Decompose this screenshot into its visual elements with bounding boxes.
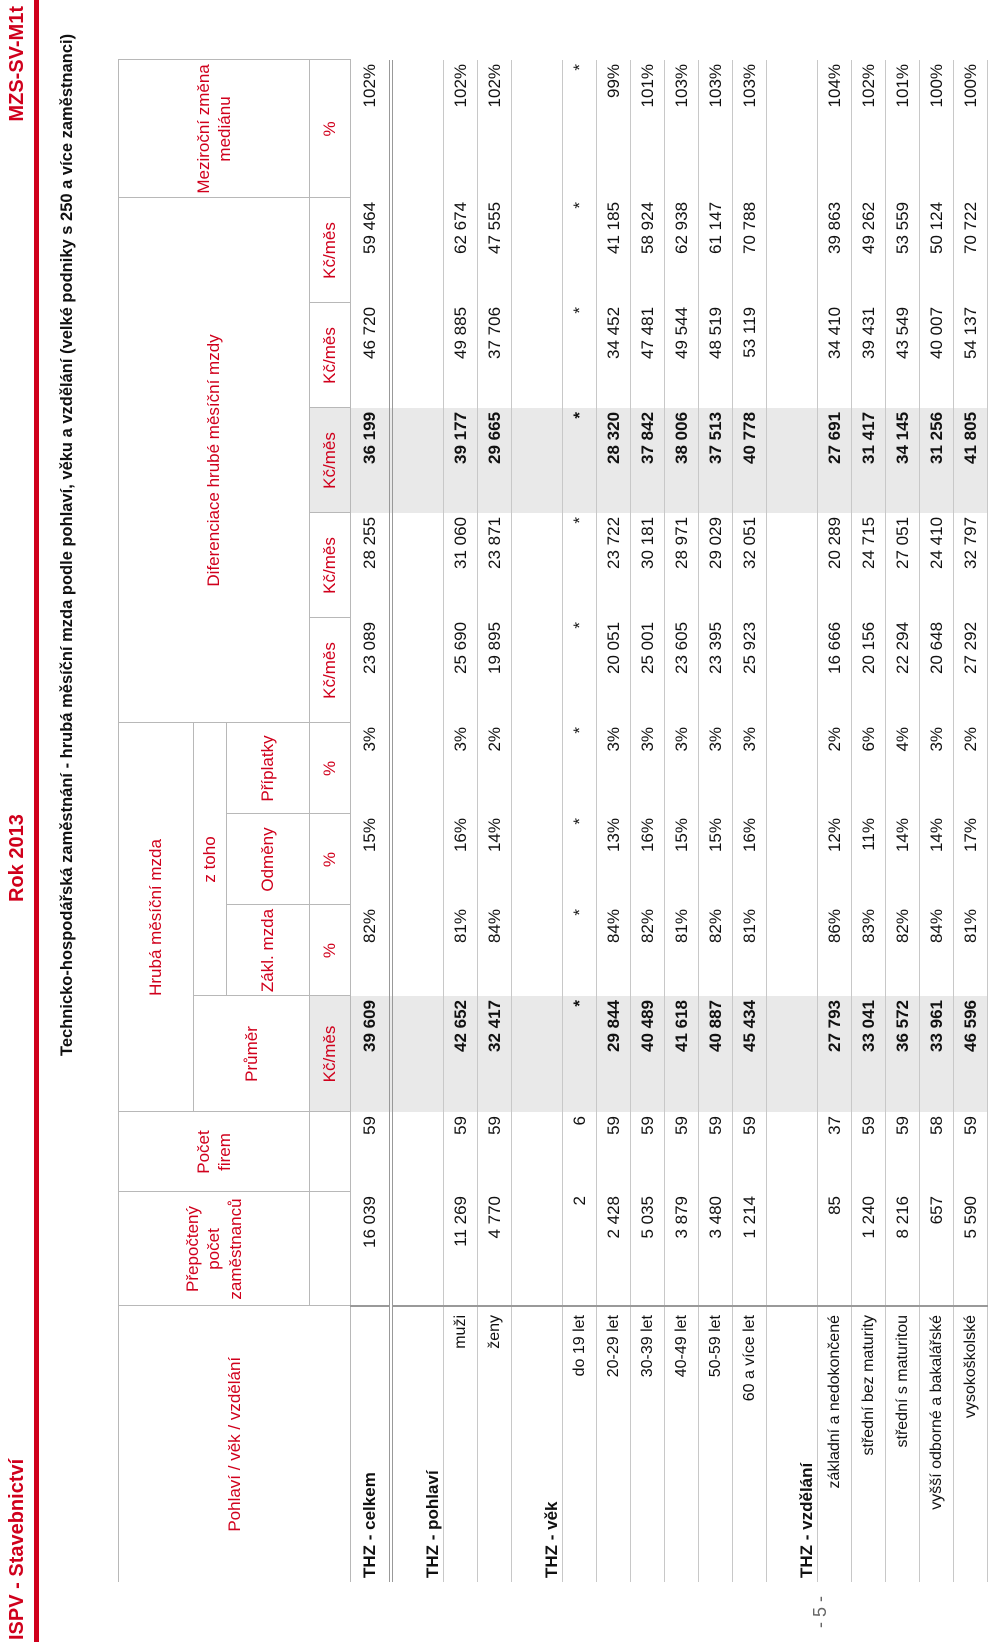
cell-q3: 34 452 bbox=[597, 303, 631, 408]
section-spacer bbox=[512, 198, 563, 303]
cell-d1: 16 666 bbox=[818, 618, 852, 723]
cell-bonuses: 13% bbox=[597, 814, 631, 905]
row-label: střední s maturitou bbox=[886, 1306, 920, 1582]
cell-employees: 1 240 bbox=[852, 1192, 886, 1306]
cell-basic: 84% bbox=[478, 905, 512, 996]
cell-firms: 58 bbox=[920, 1112, 954, 1192]
cell-q1: 20 289 bbox=[818, 513, 852, 618]
cell-q3: 49 544 bbox=[665, 303, 699, 408]
cell-average: 40 489 bbox=[631, 996, 665, 1112]
cell-average: 33 041 bbox=[852, 996, 886, 1112]
cell-yoy: 101% bbox=[631, 60, 665, 198]
cell-q3: 47 481 bbox=[631, 303, 665, 408]
section-spacer bbox=[391, 814, 444, 905]
col-gross-group-header: Hrubá měsíční mzda bbox=[119, 723, 194, 1112]
cell-median: 31 417 bbox=[852, 408, 886, 513]
cell-d1: 23 089 bbox=[351, 618, 392, 723]
cell-basic: * bbox=[563, 905, 597, 996]
section-spacer bbox=[767, 618, 818, 723]
cell-d1: 25 690 bbox=[444, 618, 478, 723]
cell-median: 27 691 bbox=[818, 408, 852, 513]
cell-bonuses: 14% bbox=[886, 814, 920, 905]
cell-median: 38 006 bbox=[665, 408, 699, 513]
cell-employees: 3 879 bbox=[665, 1192, 699, 1306]
header-sector: ISPV - Stavebnictví bbox=[6, 1458, 28, 1640]
row-label: 30-39 let bbox=[631, 1306, 665, 1582]
cell-firms: 59 bbox=[852, 1112, 886, 1192]
unit-median: Kč/měs bbox=[310, 408, 351, 513]
cell-d9: 62 938 bbox=[665, 198, 699, 303]
cell-q1: 27 051 bbox=[886, 513, 920, 618]
cell-yoy: 99% bbox=[597, 60, 631, 198]
cell-supplements: 2% bbox=[478, 723, 512, 814]
cell-yoy: 101% bbox=[886, 60, 920, 198]
row-age bbox=[665, 60, 699, 1582]
cell-q1: 28 971 bbox=[665, 513, 699, 618]
cell-q3: 54 137 bbox=[954, 303, 988, 408]
cell-average: 42 652 bbox=[444, 996, 478, 1112]
header-rule bbox=[34, 0, 39, 1642]
cell-supplements: 3% bbox=[444, 723, 478, 814]
cell-q3: 40 007 bbox=[920, 303, 954, 408]
row-label: 60 a více let bbox=[733, 1306, 767, 1582]
cell-yoy: 103% bbox=[699, 60, 733, 198]
header-code: MZS-SV-M1t bbox=[6, 6, 28, 122]
cell-supplements: 4% bbox=[886, 723, 920, 814]
section-spacer bbox=[512, 408, 563, 513]
row-label: do 19 let bbox=[563, 1306, 597, 1582]
cell-bonuses: 12% bbox=[818, 814, 852, 905]
row-label: vyšší odborné a bakalářské bbox=[920, 1306, 954, 1582]
cell-average: * bbox=[563, 996, 597, 1112]
header-year: Rok 2013 bbox=[6, 814, 28, 902]
row-education bbox=[818, 60, 852, 1582]
section-spacer bbox=[391, 303, 444, 408]
cell-yoy: 102% bbox=[351, 60, 392, 198]
section-gender bbox=[391, 60, 444, 1582]
cell-average: 27 793 bbox=[818, 996, 852, 1112]
cell-d1: 20 648 bbox=[920, 618, 954, 723]
cell-firms: 59 bbox=[699, 1112, 733, 1192]
col-diff-group-header: Diferenciace hrubé měsíční mzdy bbox=[119, 198, 310, 723]
cell-d9: 70 788 bbox=[733, 198, 767, 303]
section-spacer bbox=[512, 618, 563, 723]
cell-average: 36 572 bbox=[886, 996, 920, 1112]
row-age bbox=[733, 60, 767, 1582]
cell-firms: 59 bbox=[954, 1112, 988, 1192]
row-education bbox=[920, 60, 954, 1582]
cell-median: 37 842 bbox=[631, 408, 665, 513]
col-firms-header: Počet firem bbox=[119, 1112, 310, 1192]
row-label: muži bbox=[444, 1306, 478, 1582]
unit-employees bbox=[310, 1192, 351, 1306]
cell-average: 45 434 bbox=[733, 996, 767, 1112]
cell-d1: 20 156 bbox=[852, 618, 886, 723]
section-spacer bbox=[512, 1192, 563, 1306]
section-spacer bbox=[391, 60, 444, 198]
header-bar bbox=[0, 0, 34, 1642]
cell-bonuses: 16% bbox=[733, 814, 767, 905]
row-gender bbox=[444, 60, 478, 1582]
cell-median: 31 256 bbox=[920, 408, 954, 513]
table-body bbox=[351, 60, 988, 1582]
cell-firms: 59 bbox=[444, 1112, 478, 1192]
section-spacer bbox=[512, 814, 563, 905]
unit-yoy: % bbox=[310, 60, 351, 198]
section-education bbox=[767, 60, 818, 1582]
cell-firms: 6 bbox=[563, 1112, 597, 1192]
cell-bonuses: 17% bbox=[954, 814, 988, 905]
cell-average: 41 618 bbox=[665, 996, 699, 1112]
cell-q3: * bbox=[563, 303, 597, 408]
cell-yoy: 102% bbox=[478, 60, 512, 198]
cell-basic: 81% bbox=[444, 905, 478, 996]
unit-average: Kč/měs bbox=[310, 996, 351, 1112]
cell-supplements: 2% bbox=[818, 723, 852, 814]
cell-yoy: 102% bbox=[852, 60, 886, 198]
cell-bonuses: 15% bbox=[699, 814, 733, 905]
cell-yoy: 103% bbox=[733, 60, 767, 198]
row-gender bbox=[478, 60, 512, 1582]
cell-median: * bbox=[563, 408, 597, 513]
cell-basic: 84% bbox=[597, 905, 631, 996]
row-total bbox=[351, 60, 392, 1582]
cell-firms: 59 bbox=[733, 1112, 767, 1192]
cell-q1: 23 871 bbox=[478, 513, 512, 618]
cell-bonuses: 15% bbox=[351, 814, 392, 905]
cell-d1: 20 051 bbox=[597, 618, 631, 723]
cell-basic: 82% bbox=[886, 905, 920, 996]
cell-q3: 46 720 bbox=[351, 303, 392, 408]
table-title: Technicko-hospodářská zaměstnání - hrubá měsíční mzda podle pohlaví, věku a vzdělání (velké podniky s 250 a více zaměstnanci) bbox=[58, 33, 76, 1056]
section-spacer bbox=[767, 513, 818, 618]
cell-median: 34 145 bbox=[886, 408, 920, 513]
section-spacer bbox=[512, 723, 563, 814]
row-education bbox=[886, 60, 920, 1582]
cell-employees: 8 216 bbox=[886, 1192, 920, 1306]
cell-supplements: 3% bbox=[699, 723, 733, 814]
cell-employees: 657 bbox=[920, 1192, 954, 1306]
row-age bbox=[597, 60, 631, 1582]
cell-d9: 53 559 bbox=[886, 198, 920, 303]
section-spacer bbox=[512, 513, 563, 618]
cell-average: 33 961 bbox=[920, 996, 954, 1112]
cell-firms: 59 bbox=[665, 1112, 699, 1192]
cell-q3: 39 431 bbox=[852, 303, 886, 408]
col-bonuses-header: Odměny bbox=[227, 814, 310, 905]
cell-median: 36 199 bbox=[351, 408, 392, 513]
row-label: ženy bbox=[478, 1306, 512, 1582]
unit-q3: Kč/měs bbox=[310, 303, 351, 408]
cell-d9: 61 147 bbox=[699, 198, 733, 303]
cell-employees: 85 bbox=[818, 1192, 852, 1306]
cell-firms: 59 bbox=[351, 1112, 392, 1192]
cell-bonuses: 15% bbox=[665, 814, 699, 905]
cell-yoy: 103% bbox=[665, 60, 699, 198]
section-spacer bbox=[391, 1112, 444, 1192]
cell-d9: * bbox=[563, 198, 597, 303]
cell-q3: 53 119 bbox=[733, 303, 767, 408]
cell-q3: 43 549 bbox=[886, 303, 920, 408]
cell-employees: 3 480 bbox=[699, 1192, 733, 1306]
cell-bonuses: 14% bbox=[478, 814, 512, 905]
cell-q3: 49 885 bbox=[444, 303, 478, 408]
row-education bbox=[954, 60, 988, 1582]
cell-supplements: 6% bbox=[852, 723, 886, 814]
cell-bonuses: 16% bbox=[631, 814, 665, 905]
cell-yoy: 100% bbox=[920, 60, 954, 198]
cell-firms: 59 bbox=[597, 1112, 631, 1192]
cell-average: 29 844 bbox=[597, 996, 631, 1112]
col-employees-header: Přepočtený počet zaměstnanců bbox=[119, 1192, 310, 1306]
row-education bbox=[852, 60, 886, 1582]
section-spacer bbox=[767, 1192, 818, 1306]
section-spacer bbox=[767, 723, 818, 814]
cell-employees: 5 590 bbox=[954, 1192, 988, 1306]
cell-yoy: 102% bbox=[444, 60, 478, 198]
cell-d1: 25 001 bbox=[631, 618, 665, 723]
cell-supplements: 3% bbox=[920, 723, 954, 814]
section-spacer bbox=[391, 905, 444, 996]
cell-supplements: * bbox=[563, 723, 597, 814]
section-spacer bbox=[391, 996, 444, 1112]
row-label: 20-29 let bbox=[597, 1306, 631, 1582]
cell-average: 39 609 bbox=[351, 996, 392, 1112]
section-spacer bbox=[391, 1192, 444, 1306]
unit-basic: % bbox=[310, 905, 351, 996]
cell-yoy: 104% bbox=[818, 60, 852, 198]
cell-supplements: 3% bbox=[733, 723, 767, 814]
cell-q1: 28 255 bbox=[351, 513, 392, 618]
section-spacer bbox=[512, 1112, 563, 1192]
page-number: - 5 - bbox=[810, 1595, 830, 1628]
cell-basic: 82% bbox=[699, 905, 733, 996]
cell-median: 29 665 bbox=[478, 408, 512, 513]
cell-basic: 82% bbox=[631, 905, 665, 996]
cell-employees: 1 214 bbox=[733, 1192, 767, 1306]
section-spacer bbox=[391, 723, 444, 814]
section-spacer bbox=[391, 513, 444, 618]
cell-d9: 70 722 bbox=[954, 198, 988, 303]
col-supplements-header: Příplatky bbox=[227, 723, 310, 814]
cell-basic: 81% bbox=[665, 905, 699, 996]
cell-q3: 37 706 bbox=[478, 303, 512, 408]
section-label: THZ - pohlaví bbox=[391, 1306, 444, 1582]
cell-median: 41 805 bbox=[954, 408, 988, 513]
cell-basic: 83% bbox=[852, 905, 886, 996]
cell-firms: 37 bbox=[818, 1112, 852, 1192]
row-age bbox=[631, 60, 665, 1582]
cell-employees: 16 039 bbox=[351, 1192, 392, 1306]
cell-average: 46 596 bbox=[954, 996, 988, 1112]
col-stub-header: Pohlaví / věk / vzdělání bbox=[119, 1306, 351, 1582]
cell-average: 40 887 bbox=[699, 996, 733, 1112]
section-age bbox=[512, 60, 563, 1582]
section-spacer bbox=[767, 905, 818, 996]
cell-basic: 84% bbox=[920, 905, 954, 996]
cell-bonuses: 16% bbox=[444, 814, 478, 905]
cell-d1: 23 395 bbox=[699, 618, 733, 723]
section-spacer bbox=[767, 814, 818, 905]
wage-table bbox=[118, 59, 988, 1582]
cell-d9: 62 674 bbox=[444, 198, 478, 303]
section-spacer bbox=[391, 408, 444, 513]
cell-median: 40 778 bbox=[733, 408, 767, 513]
cell-d1: * bbox=[563, 618, 597, 723]
cell-median: 28 320 bbox=[597, 408, 631, 513]
cell-q3: 34 410 bbox=[818, 303, 852, 408]
cell-q1: 30 181 bbox=[631, 513, 665, 618]
row-label: THZ - celkem bbox=[351, 1306, 392, 1582]
cell-d1: 19 895 bbox=[478, 618, 512, 723]
cell-q1: 31 060 bbox=[444, 513, 478, 618]
cell-d9: 50 124 bbox=[920, 198, 954, 303]
cell-firms: 59 bbox=[631, 1112, 665, 1192]
cell-d1: 25 923 bbox=[733, 618, 767, 723]
cell-employees: 2 428 bbox=[597, 1192, 631, 1306]
section-spacer bbox=[767, 996, 818, 1112]
cell-q1: 24 715 bbox=[852, 513, 886, 618]
cell-q1: 32 051 bbox=[733, 513, 767, 618]
cell-supplements: 2% bbox=[954, 723, 988, 814]
unit-firms bbox=[310, 1112, 351, 1192]
cell-employees: 4 770 bbox=[478, 1192, 512, 1306]
cell-q3: 48 519 bbox=[699, 303, 733, 408]
unit-q1: Kč/měs bbox=[310, 513, 351, 618]
row-label: 40-49 let bbox=[665, 1306, 699, 1582]
cell-bonuses: * bbox=[563, 814, 597, 905]
row-label: střední bez maturity bbox=[852, 1306, 886, 1582]
cell-d9: 49 262 bbox=[852, 198, 886, 303]
cell-supplements: 3% bbox=[665, 723, 699, 814]
section-spacer bbox=[767, 1112, 818, 1192]
section-spacer bbox=[391, 618, 444, 723]
section-spacer bbox=[512, 905, 563, 996]
cell-employees: 2 bbox=[563, 1192, 597, 1306]
cell-d1: 22 294 bbox=[886, 618, 920, 723]
section-spacer bbox=[391, 198, 444, 303]
cell-d9: 41 185 bbox=[597, 198, 631, 303]
cell-basic: 86% bbox=[818, 905, 852, 996]
cell-bonuses: 11% bbox=[852, 814, 886, 905]
cell-d1: 27 292 bbox=[954, 618, 988, 723]
cell-supplements: 3% bbox=[351, 723, 392, 814]
col-yoy-header: Meziroční změna mediánu bbox=[119, 60, 310, 198]
section-spacer bbox=[512, 60, 563, 198]
section-spacer bbox=[767, 198, 818, 303]
section-spacer bbox=[512, 303, 563, 408]
cell-q1: 24 410 bbox=[920, 513, 954, 618]
col-of-which-header: z toho bbox=[194, 723, 227, 996]
section-spacer bbox=[767, 60, 818, 198]
cell-q1: * bbox=[563, 513, 597, 618]
cell-firms: 59 bbox=[886, 1112, 920, 1192]
cell-q1: 23 722 bbox=[597, 513, 631, 618]
unit-supplements: % bbox=[310, 723, 351, 814]
cell-d1: 23 605 bbox=[665, 618, 699, 723]
cell-median: 39 177 bbox=[444, 408, 478, 513]
cell-basic: 81% bbox=[954, 905, 988, 996]
row-label: základní a nedokončené bbox=[818, 1306, 852, 1582]
section-spacer bbox=[767, 303, 818, 408]
cell-firms: 59 bbox=[478, 1112, 512, 1192]
cell-d9: 59 464 bbox=[351, 198, 392, 303]
cell-employees: 11 269 bbox=[444, 1192, 478, 1306]
cell-yoy: * bbox=[563, 60, 597, 198]
unit-d9: Kč/měs bbox=[310, 198, 351, 303]
section-label: THZ - věk bbox=[512, 1306, 563, 1582]
row-age bbox=[563, 60, 597, 1582]
section-spacer bbox=[767, 408, 818, 513]
cell-d9: 39 863 bbox=[818, 198, 852, 303]
section-spacer bbox=[512, 996, 563, 1112]
cell-employees: 5 035 bbox=[631, 1192, 665, 1306]
cell-basic: 81% bbox=[733, 905, 767, 996]
cell-q1: 29 029 bbox=[699, 513, 733, 618]
cell-d9: 58 924 bbox=[631, 198, 665, 303]
cell-median: 37 513 bbox=[699, 408, 733, 513]
section-label: THZ - vzdělání bbox=[767, 1306, 818, 1582]
col-average-header: Průměr bbox=[194, 996, 310, 1112]
cell-yoy: 100% bbox=[954, 60, 988, 198]
cell-supplements: 3% bbox=[597, 723, 631, 814]
col-basic-header: Zákl. mzda bbox=[227, 905, 310, 996]
cell-d9: 47 555 bbox=[478, 198, 512, 303]
cell-q1: 32 797 bbox=[954, 513, 988, 618]
row-label: vysokoškolské bbox=[954, 1306, 988, 1582]
cell-basic: 82% bbox=[351, 905, 392, 996]
row-label: 50-59 let bbox=[699, 1306, 733, 1582]
cell-average: 32 417 bbox=[478, 996, 512, 1112]
unit-d1: Kč/měs bbox=[310, 618, 351, 723]
cell-supplements: 3% bbox=[631, 723, 665, 814]
row-age bbox=[699, 60, 733, 1582]
unit-bonuses: % bbox=[310, 814, 351, 905]
cell-bonuses: 14% bbox=[920, 814, 954, 905]
